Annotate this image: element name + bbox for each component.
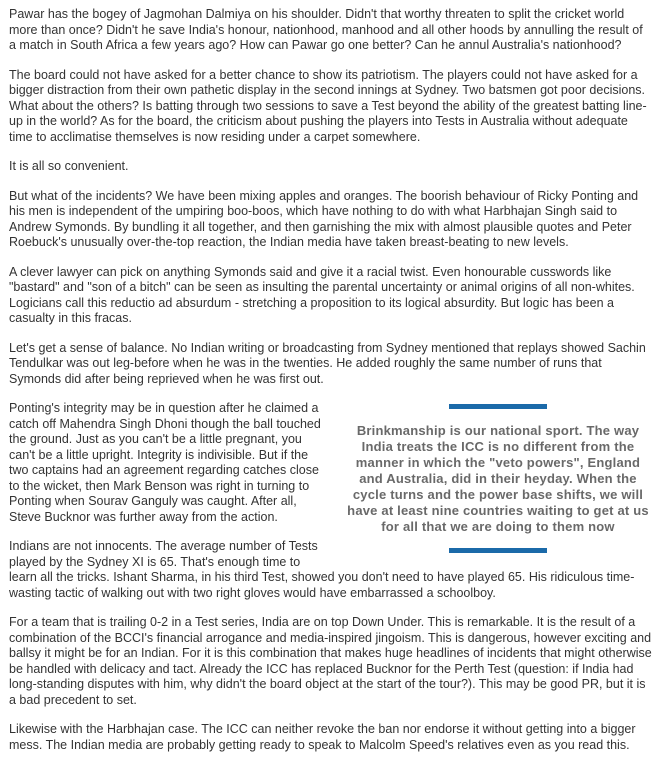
paragraph-10: Likewise with the Harbhajan case. The ICC can neither revoke the ban nor endorse it without getting into a bigger mess. The Indian media are probably getting ready to speak to Malcolm Speed's relatives even as you read this.	[9, 722, 636, 752]
paragraph-5: A clever lawyer can pick on anything Symonds said and give it a racial twist. Even honourable cusswords like "bastard" and "son of a bitch" can be seen as insulting the parental uncertainty or animal origins of all non-whites. Logicians call this reductio ad absurdum - stretching a proposition to its logical absurdity. But logic has been a casualty in this fracas.	[9, 264, 635, 325]
paragraph-7: Ponting's integrity may be in question after he claimed a catch off Mahendra Singh Dhoni though the ball touched the ground. Just as you can't be a little pregnant, you can't be a little upright. Integrity is indivisible. But if the two captains had an agreement regarding catches close to the wicket, then Mark Benson was right in turning to Ponting when Sourav Ganguly was caught. After all, Steve Bucknor was further away from the action.	[9, 401, 321, 524]
paragraph-3: It is all so convenient.	[9, 159, 129, 173]
paragraph-9: For a team that is trailing 0-2 in a Test series, India are on top Down Under. This is remarkable. It is the result of a combination of the BCCI's financial arrogance and media-inspired jingoism. This is dangerous, however exciting and ballsy it might be for an Indian. For it is this combination that makes huge headlines of incidents that might otherwise be handled with delicacy and tact. Already the ICC has replaced Bucknor for the Perth Test (question: if India had long-standing disputes with him, why didn't the board object at the start of the tour?). This may be good PR, but it is a bad precedent to set.	[9, 615, 652, 707]
pull-quote-top-bar	[449, 404, 547, 409]
pull-quote-bottom-bar	[449, 548, 547, 553]
paragraph-6: Let's get a sense of balance. No Indian writing or broadcasting from Sydney mentioned that replays showed Sachin Tendulkar was out leg-before when he was in the twenties. He added roughly the same number of runs that Symonds did after being reprieved when he was first out.	[9, 340, 646, 386]
pull-quote	[344, 404, 652, 553]
paragraph-8: Indians are not innocents. The average number of Tests played by the Sydney XI is 65. That's enough time to learn all the tricks. Ishant Sharma, in his third Test, showed you don't need to have played 65. His ridiculous time-wasting tactic of walking out with two right gloves would have embarrassed a schoolboy.	[9, 539, 635, 600]
pull-quote-text: Brinkmanship is our national sport. The way India treats the ICC is no different from the manner in which the "veto powers", England and Australia, did in their heyday. When the cycle turns and the power base shifts, we will have at least nine countries waiting to get at us for all that we are doing to them now	[347, 423, 649, 534]
paragraph-2: The board could not have asked for a better chance to show its patriotism. The players could not have asked for a bigger distraction from their own pathetic display in the second innings at Sydney. Two batsmen got poor decisions. What about the others? Is batting through two sessions to save a Test beyond the ability of the greatest batting line-up in the world? As for the board, the criticism about pushing the players into Tests in Australia without adequate time to acclimatise themselves is now residing under a carpet somewhere.	[9, 67, 647, 144]
paragraph-4: But what of the incidents? We have been mixing apples and oranges. The boorish behaviour of Ricky Ponting and his men is independent of the umpiring boo-boos, which have nothing to do with what Harbhajan Singh said to Andrew Symonds. By bundling it all together, and then garnishing the mix with almost plausible quotes and Peter Roebuck's unusually over-the-top reaction, the Indian media have taken breast-beating to new levels.	[9, 188, 639, 249]
paragraph-1: Pawar has the bogey of Jagmohan Dalmiya on his shoulder. Didn't that worthy threaten to split the cricket world more than once? Didn't he save India's honour, nationhood, manhood and all other hoods by annulling the result of a match in South Africa a few years ago? How can Pawar go one better? Can he annul Australia's nationhood?	[9, 7, 643, 52]
